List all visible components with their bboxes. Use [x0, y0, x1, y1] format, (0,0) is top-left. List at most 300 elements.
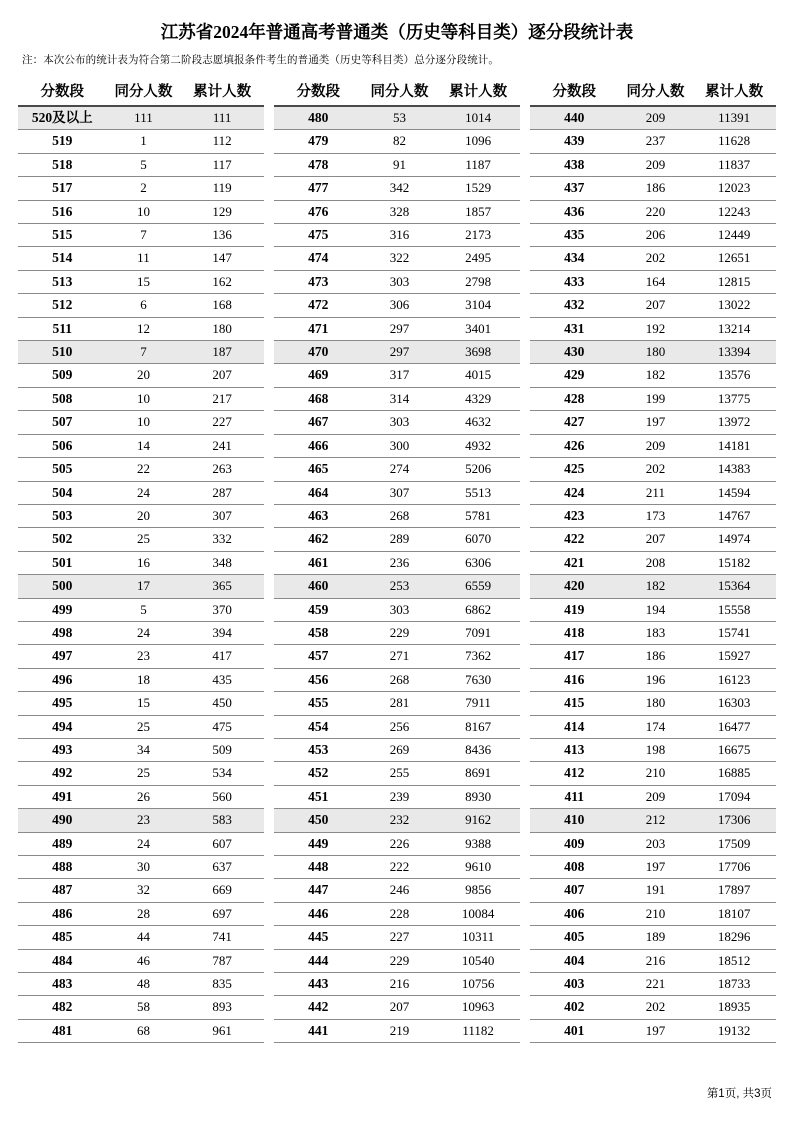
cell-score-segment: 446 [274, 902, 363, 925]
cell-score-segment: 483 [18, 973, 107, 996]
cell-same-score-count: 196 [619, 668, 693, 691]
cell-score-segment: 439 [530, 130, 619, 153]
cell-same-score-count: 14 [107, 434, 181, 457]
cell-score-segment: 401 [530, 1019, 619, 1042]
cell-cumulative-count: 18733 [692, 973, 776, 996]
table-header-row [530, 80, 776, 106]
cell-same-score-count: 24 [107, 832, 181, 855]
cell-score-segment: 438 [530, 153, 619, 176]
cell-same-score-count: 11 [107, 247, 181, 270]
table-row [530, 738, 776, 761]
table-row [274, 341, 520, 364]
cell-cumulative-count: 16123 [692, 668, 776, 691]
table-row [530, 341, 776, 364]
cell-cumulative-count: 168 [180, 294, 264, 317]
cell-same-score-count: 58 [107, 996, 181, 1019]
cell-cumulative-count: 12023 [692, 177, 776, 200]
cell-score-segment: 420 [530, 575, 619, 598]
table-row [18, 785, 264, 808]
table-row [18, 528, 264, 551]
header-cumulative-count: 累计人数 [705, 84, 764, 100]
cell-same-score-count: 306 [363, 294, 437, 317]
table-row [18, 387, 264, 410]
table-row [530, 224, 776, 247]
table-row [530, 481, 776, 504]
cell-score-segment: 510 [18, 341, 107, 364]
cell-score-segment: 490 [18, 809, 107, 832]
cell-same-score-count: 303 [363, 411, 437, 434]
cell-same-score-count: 226 [363, 832, 437, 855]
cell-cumulative-count: 10311 [436, 926, 520, 949]
cell-score-segment: 469 [274, 364, 363, 387]
table-row [530, 247, 776, 270]
table-row [18, 949, 264, 972]
cell-score-segment: 516 [18, 200, 107, 223]
cell-score-segment: 518 [18, 153, 107, 176]
table-row [530, 387, 776, 410]
cell-score-segment: 406 [530, 902, 619, 925]
cell-same-score-count: 307 [363, 481, 437, 504]
table-row [274, 1019, 520, 1042]
table-row [530, 130, 776, 153]
cell-same-score-count: 48 [107, 973, 181, 996]
cell-same-score-count: 34 [107, 738, 181, 761]
cell-score-segment: 520及以上 [18, 106, 107, 130]
cell-same-score-count: 186 [619, 177, 693, 200]
cell-cumulative-count: 475 [180, 715, 264, 738]
cell-same-score-count: 111 [107, 106, 181, 130]
cell-score-segment: 430 [530, 341, 619, 364]
cell-cumulative-count: 637 [180, 856, 264, 879]
cell-cumulative-count: 13394 [692, 341, 776, 364]
table-row [274, 177, 520, 200]
table-row [530, 879, 776, 902]
table-row [18, 364, 264, 387]
cell-cumulative-count: 16303 [692, 692, 776, 715]
cell-cumulative-count: 207 [180, 364, 264, 387]
cell-cumulative-count: 117 [180, 153, 264, 176]
table-row [18, 856, 264, 879]
table-row [18, 434, 264, 457]
table-row [530, 504, 776, 527]
table-row [18, 411, 264, 434]
cell-cumulative-count: 8167 [436, 715, 520, 738]
table-row [274, 996, 520, 1019]
cell-cumulative-count: 129 [180, 200, 264, 223]
cell-cumulative-count: 5781 [436, 504, 520, 527]
cell-cumulative-count: 3401 [436, 317, 520, 340]
table-row [530, 949, 776, 972]
cell-score-segment: 505 [18, 458, 107, 481]
score-table-column-1 [18, 80, 264, 1043]
cell-same-score-count: 23 [107, 645, 181, 668]
cell-same-score-count: 5 [107, 153, 181, 176]
table-row [274, 715, 520, 738]
table-row [530, 973, 776, 996]
cell-score-segment: 517 [18, 177, 107, 200]
table-row [530, 692, 776, 715]
cell-same-score-count: 20 [107, 504, 181, 527]
cell-same-score-count: 197 [619, 1019, 693, 1042]
cell-score-segment: 427 [530, 411, 619, 434]
table-row [18, 926, 264, 949]
cell-score-segment: 484 [18, 949, 107, 972]
cell-score-segment: 465 [274, 458, 363, 481]
cell-same-score-count: 10 [107, 411, 181, 434]
table-row [18, 247, 264, 270]
cell-cumulative-count: 111 [180, 106, 264, 130]
cell-cumulative-count: 11837 [692, 153, 776, 176]
table-row [18, 598, 264, 621]
cell-score-segment: 429 [530, 364, 619, 387]
cell-same-score-count: 53 [363, 106, 437, 130]
cell-same-score-count: 207 [619, 528, 693, 551]
cell-cumulative-count: 7091 [436, 621, 520, 644]
cell-score-segment: 453 [274, 738, 363, 761]
cell-cumulative-count: 16477 [692, 715, 776, 738]
cell-cumulative-count: 9610 [436, 856, 520, 879]
table-row [274, 317, 520, 340]
cell-same-score-count: 17 [107, 575, 181, 598]
table-row [18, 902, 264, 925]
cell-cumulative-count: 4329 [436, 387, 520, 410]
cell-same-score-count: 26 [107, 785, 181, 808]
cell-same-score-count: 212 [619, 809, 693, 832]
cell-cumulative-count: 961 [180, 1019, 264, 1042]
cell-score-segment: 515 [18, 224, 107, 247]
cell-same-score-count: 256 [363, 715, 437, 738]
table-row [274, 902, 520, 925]
cell-score-segment: 501 [18, 551, 107, 574]
cell-cumulative-count: 669 [180, 879, 264, 902]
cell-score-segment: 489 [18, 832, 107, 855]
cell-score-segment: 475 [274, 224, 363, 247]
cell-cumulative-count: 13022 [692, 294, 776, 317]
table-row [530, 902, 776, 925]
table-row [274, 387, 520, 410]
cell-score-segment: 495 [18, 692, 107, 715]
cell-score-segment: 440 [530, 106, 619, 130]
table-row [530, 551, 776, 574]
table-row [530, 926, 776, 949]
table-row [274, 809, 520, 832]
cell-cumulative-count: 17897 [692, 879, 776, 902]
cell-same-score-count: 228 [363, 902, 437, 925]
cell-cumulative-count: 307 [180, 504, 264, 527]
cell-score-segment: 454 [274, 715, 363, 738]
cell-cumulative-count: 18296 [692, 926, 776, 949]
cell-cumulative-count: 17306 [692, 809, 776, 832]
cell-score-segment: 412 [530, 762, 619, 785]
cell-cumulative-count: 9856 [436, 879, 520, 902]
table-row [274, 364, 520, 387]
cell-score-segment: 434 [530, 247, 619, 270]
table-row [274, 270, 520, 293]
cell-cumulative-count: 18107 [692, 902, 776, 925]
table-row [18, 809, 264, 832]
cell-same-score-count: 207 [619, 294, 693, 317]
cell-cumulative-count: 435 [180, 668, 264, 691]
cell-same-score-count: 255 [363, 762, 437, 785]
cell-same-score-count: 10 [107, 200, 181, 223]
table-row [530, 575, 776, 598]
cell-cumulative-count: 787 [180, 949, 264, 972]
cell-cumulative-count: 180 [180, 317, 264, 340]
cell-same-score-count: 268 [363, 504, 437, 527]
cell-cumulative-count: 4015 [436, 364, 520, 387]
cell-score-segment: 478 [274, 153, 363, 176]
cell-same-score-count: 246 [363, 879, 437, 902]
cell-score-segment: 506 [18, 434, 107, 457]
cell-cumulative-count: 17509 [692, 832, 776, 855]
cell-score-segment: 466 [274, 434, 363, 457]
cell-same-score-count: 314 [363, 387, 437, 410]
cell-same-score-count: 303 [363, 270, 437, 293]
table-row [530, 317, 776, 340]
table-row [530, 364, 776, 387]
cell-same-score-count: 236 [363, 551, 437, 574]
table-row [274, 738, 520, 761]
cell-score-segment: 474 [274, 247, 363, 270]
table-row [18, 879, 264, 902]
cell-same-score-count: 46 [107, 949, 181, 972]
cell-cumulative-count: 607 [180, 832, 264, 855]
cell-cumulative-count: 332 [180, 528, 264, 551]
cell-score-segment: 431 [530, 317, 619, 340]
cell-same-score-count: 203 [619, 832, 693, 855]
header-same-score-count: 同分人数 [370, 84, 429, 100]
cell-score-segment: 482 [18, 996, 107, 1019]
table-body [18, 106, 264, 1043]
cell-cumulative-count: 417 [180, 645, 264, 668]
table-row [530, 294, 776, 317]
cell-cumulative-count: 2173 [436, 224, 520, 247]
cell-same-score-count: 269 [363, 738, 437, 761]
cell-same-score-count: 197 [619, 856, 693, 879]
table-row [18, 458, 264, 481]
cell-score-segment: 462 [274, 528, 363, 551]
cell-score-segment: 500 [18, 575, 107, 598]
table-row [274, 458, 520, 481]
cell-score-segment: 411 [530, 785, 619, 808]
table-row [274, 598, 520, 621]
cell-score-segment: 424 [530, 481, 619, 504]
cell-same-score-count: 202 [619, 996, 693, 1019]
cell-cumulative-count: 263 [180, 458, 264, 481]
table-row [18, 153, 264, 176]
cell-cumulative-count: 147 [180, 247, 264, 270]
cell-same-score-count: 222 [363, 856, 437, 879]
cell-same-score-count: 25 [107, 528, 181, 551]
cell-same-score-count: 274 [363, 458, 437, 481]
table-row [530, 645, 776, 668]
cell-same-score-count: 316 [363, 224, 437, 247]
cell-score-segment: 458 [274, 621, 363, 644]
cell-same-score-count: 210 [619, 902, 693, 925]
cell-same-score-count: 7 [107, 341, 181, 364]
cell-same-score-count: 207 [363, 996, 437, 1019]
table-row [18, 762, 264, 785]
table-row [530, 809, 776, 832]
cell-cumulative-count: 187 [180, 341, 264, 364]
table-row [18, 621, 264, 644]
cell-same-score-count: 5 [107, 598, 181, 621]
cell-cumulative-count: 10084 [436, 902, 520, 925]
table-row [18, 504, 264, 527]
cell-cumulative-count: 227 [180, 411, 264, 434]
table-row [274, 551, 520, 574]
cell-same-score-count: 182 [619, 575, 693, 598]
cell-cumulative-count: 13576 [692, 364, 776, 387]
cell-same-score-count: 300 [363, 434, 437, 457]
cell-cumulative-count: 534 [180, 762, 264, 785]
cell-same-score-count: 202 [619, 458, 693, 481]
table-row [274, 130, 520, 153]
cell-score-segment: 433 [530, 270, 619, 293]
cell-score-segment: 404 [530, 949, 619, 972]
cell-score-segment: 425 [530, 458, 619, 481]
score-table-column-3 [530, 80, 776, 1043]
table-row [274, 528, 520, 551]
cell-same-score-count: 220 [619, 200, 693, 223]
table-row [274, 294, 520, 317]
table-header [530, 80, 776, 106]
cell-same-score-count: 297 [363, 341, 437, 364]
cell-same-score-count: 303 [363, 598, 437, 621]
table-row [274, 434, 520, 457]
page-title: 江苏省2024年普通高考普通类（历史等科目类）逐分段统计表 [160, 22, 634, 42]
table-row [274, 645, 520, 668]
cell-cumulative-count: 9388 [436, 832, 520, 855]
cell-cumulative-count: 8691 [436, 762, 520, 785]
cell-score-segment: 509 [18, 364, 107, 387]
cell-score-segment: 451 [274, 785, 363, 808]
table-row [18, 270, 264, 293]
cell-cumulative-count: 6306 [436, 551, 520, 574]
cell-score-segment: 437 [530, 177, 619, 200]
cell-same-score-count: 239 [363, 785, 437, 808]
cell-score-segment: 441 [274, 1019, 363, 1042]
cell-cumulative-count: 18512 [692, 949, 776, 972]
cell-same-score-count: 18 [107, 668, 181, 691]
cell-same-score-count: 227 [363, 926, 437, 949]
cell-score-segment: 519 [18, 130, 107, 153]
cell-cumulative-count: 12449 [692, 224, 776, 247]
table-row [274, 832, 520, 855]
table-row [274, 856, 520, 879]
cell-score-segment: 498 [18, 621, 107, 644]
cell-same-score-count: 206 [619, 224, 693, 247]
cell-cumulative-count: 14383 [692, 458, 776, 481]
table-row [274, 153, 520, 176]
table-row [274, 949, 520, 972]
table-row [274, 575, 520, 598]
cell-score-segment: 479 [274, 130, 363, 153]
cell-same-score-count: 281 [363, 692, 437, 715]
table-row [274, 692, 520, 715]
cell-same-score-count: 322 [363, 247, 437, 270]
table-row [18, 1019, 264, 1042]
cell-score-segment: 402 [530, 996, 619, 1019]
cell-score-segment: 496 [18, 668, 107, 691]
table-row [274, 668, 520, 691]
cell-same-score-count: 268 [363, 668, 437, 691]
table-row [530, 598, 776, 621]
cell-score-segment: 459 [274, 598, 363, 621]
cell-score-segment: 444 [274, 949, 363, 972]
cell-cumulative-count: 17094 [692, 785, 776, 808]
table-row [530, 106, 776, 130]
table-row [274, 224, 520, 247]
cell-cumulative-count: 8930 [436, 785, 520, 808]
cell-score-segment: 508 [18, 387, 107, 410]
cell-same-score-count: 198 [619, 738, 693, 761]
cell-same-score-count: 216 [363, 973, 437, 996]
cell-score-segment: 497 [18, 645, 107, 668]
cell-score-segment: 447 [274, 879, 363, 902]
cell-score-segment: 487 [18, 879, 107, 902]
cell-cumulative-count: 15182 [692, 551, 776, 574]
table-header-row [18, 80, 264, 106]
cell-score-segment: 514 [18, 247, 107, 270]
cell-same-score-count: 24 [107, 621, 181, 644]
cell-same-score-count: 208 [619, 551, 693, 574]
cell-score-segment: 481 [18, 1019, 107, 1042]
cell-cumulative-count: 741 [180, 926, 264, 949]
cell-cumulative-count: 3104 [436, 294, 520, 317]
cell-cumulative-count: 9162 [436, 809, 520, 832]
cell-cumulative-count: 18935 [692, 996, 776, 1019]
cell-score-segment: 419 [530, 598, 619, 621]
cell-score-segment: 415 [530, 692, 619, 715]
cell-cumulative-count: 15364 [692, 575, 776, 598]
cell-score-segment: 448 [274, 856, 363, 879]
table-row [530, 153, 776, 176]
table-row [18, 645, 264, 668]
cell-same-score-count: 297 [363, 317, 437, 340]
cell-same-score-count: 22 [107, 458, 181, 481]
cell-same-score-count: 202 [619, 247, 693, 270]
cell-same-score-count: 209 [619, 106, 693, 130]
table-header [18, 80, 264, 106]
table-row [18, 130, 264, 153]
table-row [274, 200, 520, 223]
cell-same-score-count: 191 [619, 879, 693, 902]
cell-score-segment: 471 [274, 317, 363, 340]
cell-cumulative-count: 835 [180, 973, 264, 996]
cell-cumulative-count: 7362 [436, 645, 520, 668]
cell-score-segment: 499 [18, 598, 107, 621]
cell-score-segment: 417 [530, 645, 619, 668]
cell-score-segment: 416 [530, 668, 619, 691]
cell-score-segment: 455 [274, 692, 363, 715]
table-row [530, 411, 776, 434]
cell-score-segment: 436 [530, 200, 619, 223]
cell-cumulative-count: 7630 [436, 668, 520, 691]
cell-same-score-count: 68 [107, 1019, 181, 1042]
cell-same-score-count: 271 [363, 645, 437, 668]
cell-cumulative-count: 10963 [436, 996, 520, 1019]
cell-same-score-count: 199 [619, 387, 693, 410]
cell-score-segment: 502 [18, 528, 107, 551]
cell-score-segment: 408 [530, 856, 619, 879]
cell-cumulative-count: 5206 [436, 458, 520, 481]
table-row [18, 692, 264, 715]
table-row [530, 715, 776, 738]
cell-same-score-count: 209 [619, 785, 693, 808]
cell-cumulative-count: 16675 [692, 738, 776, 761]
cell-cumulative-count: 394 [180, 621, 264, 644]
